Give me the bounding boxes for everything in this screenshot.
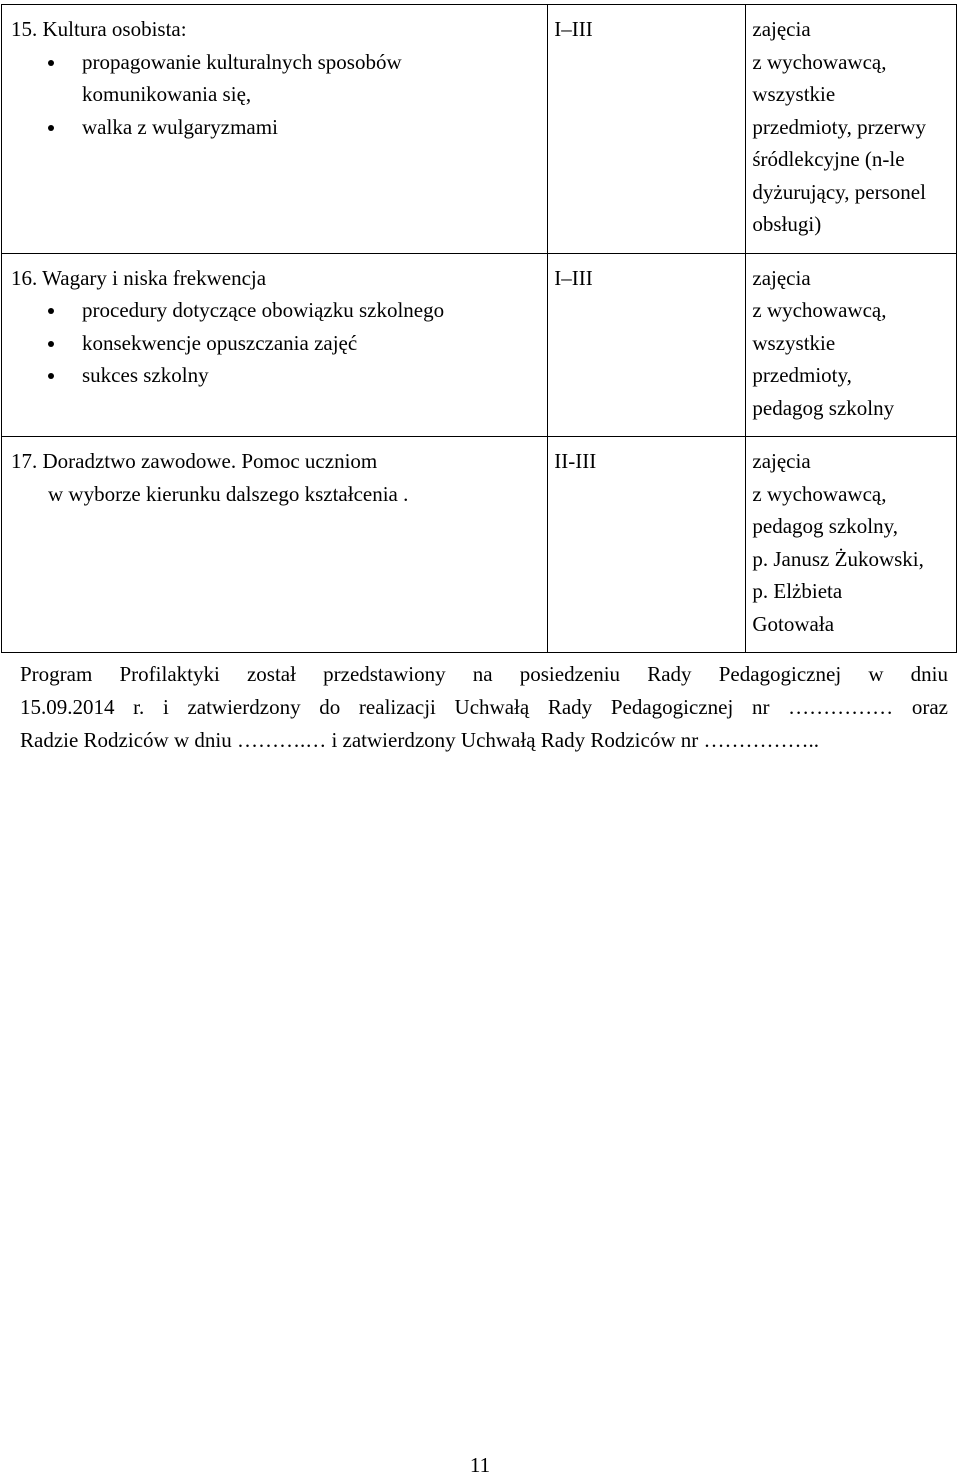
responsible-line: przedmioty, przerwy [752,114,926,139]
bullet-list [8,294,541,392]
topic-continuation: w wyborze kierunku dalszego kształcenia . [48,481,409,506]
responsible-line: z wychowawcą, [752,481,887,506]
topic-cell [2,5,548,254]
topic-title: 15. Kultura osobista: [11,17,187,41]
bullet-icon [48,341,54,347]
closing-line: Program Profilaktyki został przedstawiony na posiedzeniu Rady Pedagogicznej w dniu [20,662,948,686]
topic-title: 17. Doradztwo zawodowe. Pomoc uczniom [11,449,378,473]
list-item: konsekwencje opuszczania zajęć [8,327,541,360]
list-item: propagowanie kulturalnych sposobów [8,46,541,79]
responsible-line: zajęcia [752,449,811,473]
classes-cell: I–III [548,253,746,437]
responsible-line: obsługi) [752,212,822,236]
closing-line: Radzie Rodziców w dniu ……….… i zatwierdzony Uchwałą Rady Rodziców nr …………….. [20,728,819,752]
program-table [1,4,957,653]
classes-cell: I–III [548,5,746,254]
bullet-icon [48,373,54,379]
responsible-line: wszystkie [752,82,836,106]
list-item: sukces szkolny [8,359,541,392]
responsible-line: p. Janusz Żukowski, [752,546,924,571]
classes-cell: II-III [548,437,746,653]
responsible-cell [746,437,957,653]
bullet-list [8,46,541,144]
closing-line: 15.09.2014 r. i zatwierdzony do realizacji Uchwałą Rady Pedagogicznej nr …………… oraz [20,695,948,719]
list-item: procedury dotyczące obowiązku szkolnego [8,294,541,327]
bullet-icon [48,60,54,66]
responsible-cell [746,5,957,254]
list-item-continuation: komunikowania się, [82,82,252,106]
responsible-line: p. Elżbieta [752,579,843,603]
responsible-line: wszystkie [752,330,836,355]
responsible-line: pedagog szkolny [752,395,895,420]
responsible-line: zajęcia [752,265,811,290]
table-row [2,437,957,653]
responsible-line: z wychowawcą, [752,49,887,74]
topic-cell [2,437,548,653]
responsible-line: Gotowała [752,611,835,636]
table-row [2,5,957,254]
responsible-line: dyżurujący, personel [752,179,926,204]
responsible-line: przedmioty, [752,363,852,387]
closing-paragraph [20,658,948,757]
list-item: walka z wulgaryzmami [8,111,541,144]
page-number: 11 [469,1453,491,1477]
table-row [2,253,957,437]
responsible-cell [746,253,957,437]
bullet-icon [48,125,54,131]
responsible-line: zajęcia [752,17,811,41]
topic-cell [2,253,548,437]
responsible-line: z wychowawcą, [752,298,887,322]
bullet-icon [48,308,54,314]
responsible-line: śródlekcyjne (n-le [752,147,905,171]
responsible-line: pedagog szkolny, [752,514,898,538]
topic-title: 16. Wagary i niska frekwencja [11,265,267,290]
